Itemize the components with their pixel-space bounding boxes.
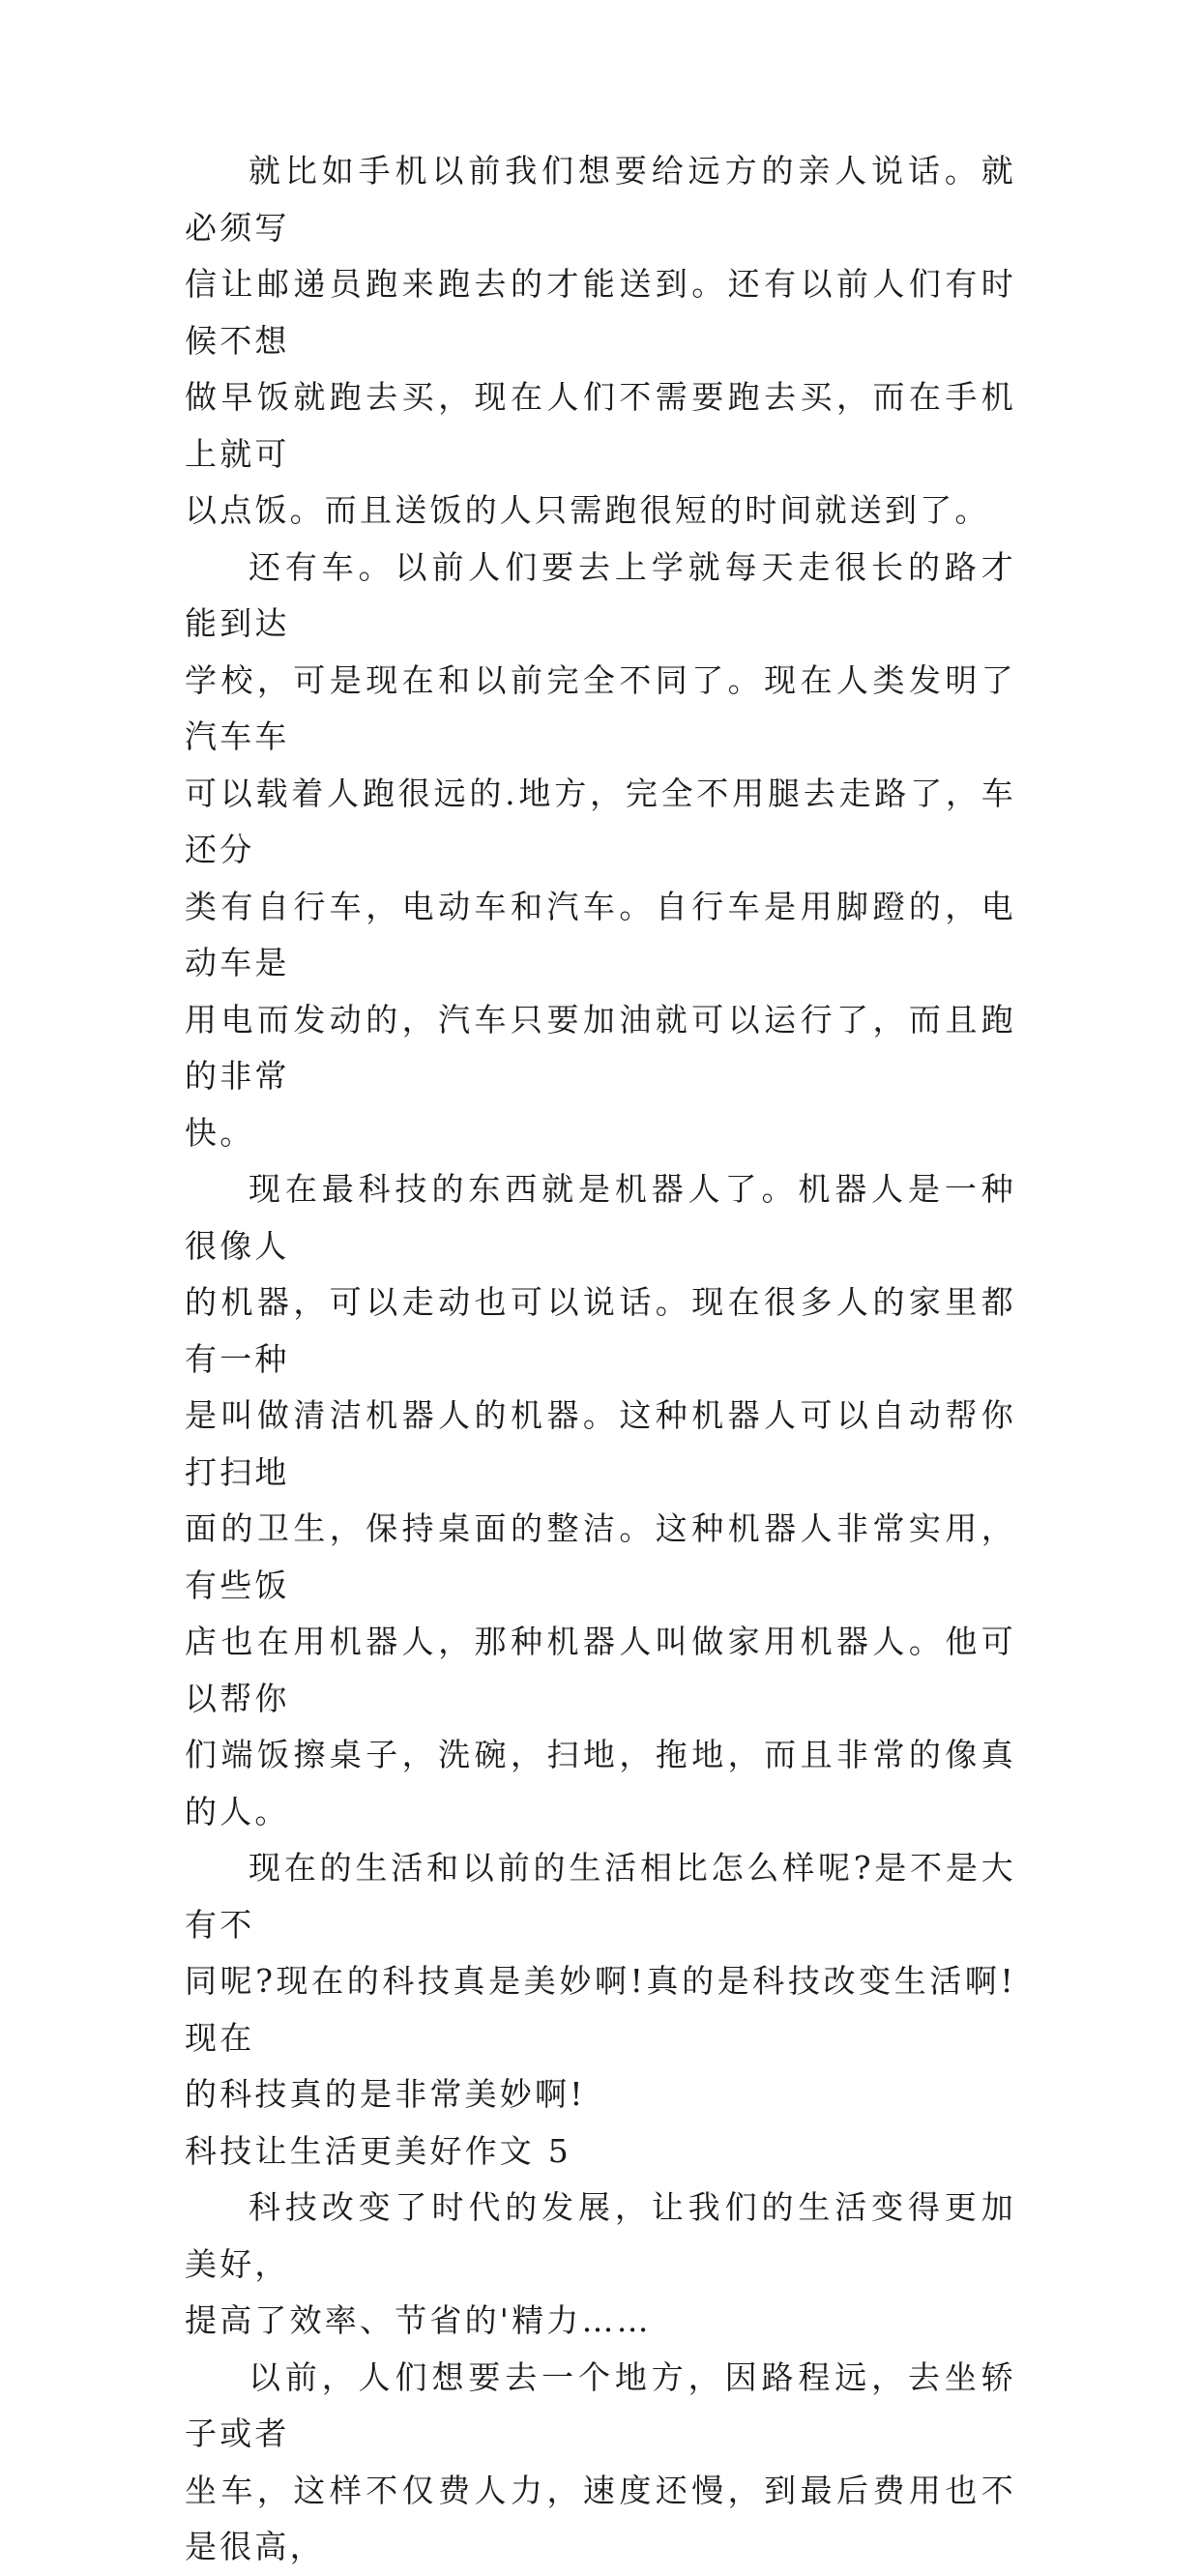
paragraph-travel: 以前，人们想要去一个地方，因路程远，去坐轿子或者 坐车，这样不仅费人力，速度还慢，到最后费用也不是很高，	[185, 2357, 1016, 2565]
paragraph-comparison: 现在的生活和以前的生活相比怎么样呢?是不是大有不 同呢?现在的科技真是美妙啊!真的是科技改变生活啊!现在 的科技真的是非常美妙啊!	[185, 1849, 1016, 2113]
paragraph-car: 还有车。以前人们要去上学就每天走很长的路才能到达 学校，可是现在和以前完全不同了。现在人类发明了汽车车 可以载着人跑很远的.地方，完全不用腿去走路了，车还分 类有自行车，电动车和汽车。自行车是用脚蹬的，电动车是 用电而发动的，汽车只要加油就可以运行了，而且跑的非常 快。	[185, 547, 1016, 1152]
essay-heading: 科技让生活更美好作文 5	[185, 2131, 571, 2170]
paragraph-robot: 现在最科技的东西就是机器人了。机器人是一种很像人 的机器，可以走动也可以说话。现在很多人的家里都有一种 是叫做清洁机器人的机器。这种机器人可以自动帮你打扫地 面的卫生，保持桌面的整洁。这种机器人非常实用，有些饭 店也在用机器人，那种机器人叫做家用机器人。他可以帮你 们端饭擦桌子，洗碗，扫地，拖地，而且非常的像真的人。	[185, 1170, 1016, 1830]
document-page	[185, 143, 1016, 2576]
paragraph-intro: 科技改变了时代的发展，让我们的生活变得更加美好， 提高了效率、节省的'精力……	[185, 2188, 1016, 2339]
paragraph-phone: 就比如手机以前我们想要给远方的亲人说话。就必须写 信让邮递员跑来跑去的才能送到。还有以前人们有时候不想 做早饭就跑去买，现在人们不需要跑去买，而在手机上就可 以点饭。而且送饭的人只需跑很短的时间就送到了。	[185, 152, 1016, 529]
